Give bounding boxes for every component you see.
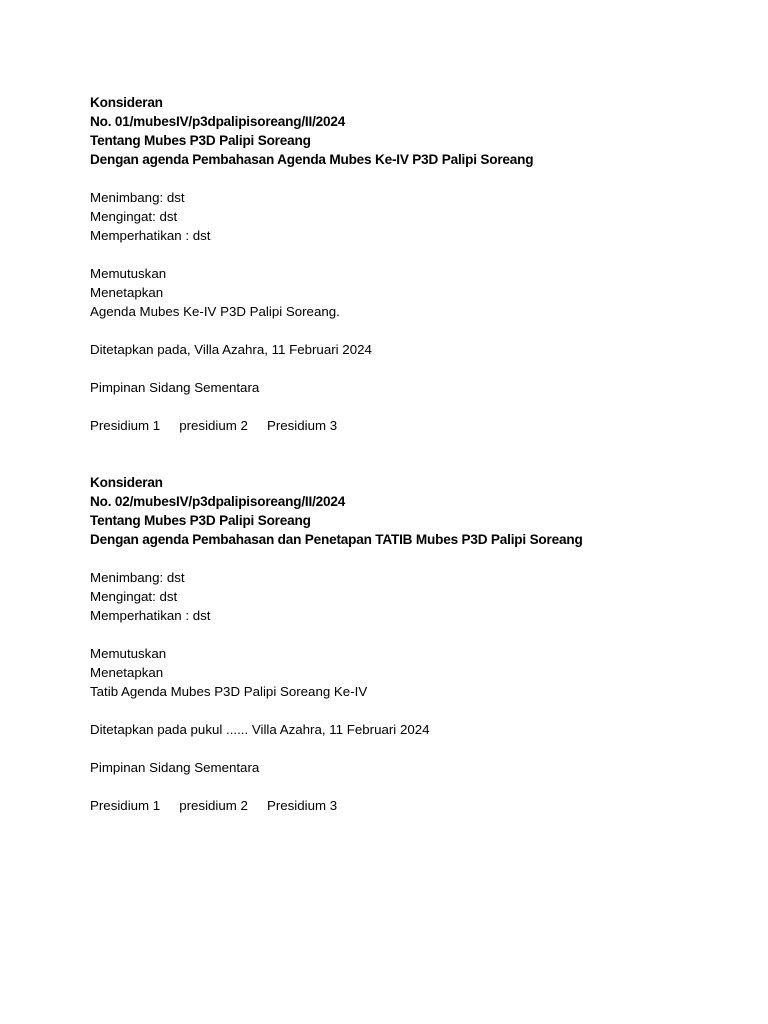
- menimbang-line: Menimbang: dst: [90, 190, 185, 205]
- spacer: [90, 321, 768, 340]
- menetapkan-line: Menetapkan: [90, 285, 164, 300]
- consideration-section-2: [90, 473, 768, 815]
- decision-text: Agenda Mubes Ke-IV P3D Palipi Soreang.: [90, 304, 340, 319]
- consideration-section-1: [90, 93, 768, 435]
- pimpinan-line: Pimpinan Sidang Sementara: [90, 760, 260, 775]
- presidium-signatures: [90, 416, 768, 435]
- spacer: [90, 359, 768, 378]
- decree-subject: Tentang Mubes P3D Palipi Soreang: [90, 513, 311, 528]
- presidium-1: Presidium 1: [90, 798, 161, 813]
- decree-number: No. 01/mubesIV/p3dpalipisoreang/II/2024: [90, 114, 346, 129]
- decision-text: Tatib Agenda Mubes P3D Palipi Soreang Ke-IV: [90, 684, 368, 699]
- presidium-2: presidium 2: [179, 798, 248, 813]
- memperhatikan-line: Memperhatikan : dst: [90, 228, 211, 243]
- section-heading: Konsideran: [90, 475, 163, 490]
- memutuskan-line: Memutuskan: [90, 646, 167, 661]
- pimpinan-line: Pimpinan Sidang Sementara: [90, 380, 260, 395]
- memutuskan-line: Memutuskan: [90, 266, 167, 281]
- spacer: [90, 701, 768, 720]
- menetapkan-line: Menetapkan: [90, 665, 164, 680]
- spacer: [90, 245, 768, 264]
- decree-number: No. 02/mubesIV/p3dpalipisoreang/II/2024: [90, 494, 346, 509]
- memperhatikan-line: Memperhatikan : dst: [90, 608, 211, 623]
- spacer: [90, 549, 768, 568]
- presidium-3: Presidium 3: [266, 418, 338, 433]
- presidium-signatures: [90, 796, 768, 815]
- ditetapkan-line: Ditetapkan pada, Villa Azahra, 11 Februari 2024: [90, 342, 372, 357]
- presidium-3: Presidium 3: [266, 798, 338, 813]
- spacer: [90, 739, 768, 758]
- presidium-1: Presidium 1: [90, 418, 161, 433]
- decree-agenda: Dengan agenda Pembahasan dan Penetapan TATIB Mubes P3D Palipi Soreang: [90, 532, 583, 547]
- spacer: [90, 777, 768, 796]
- mengingat-line: Mengingat: dst: [90, 589, 178, 604]
- menimbang-line: Menimbang: dst: [90, 570, 185, 585]
- mengingat-line: Mengingat: dst: [90, 209, 178, 224]
- section-heading: Konsideran: [90, 95, 163, 110]
- ditetapkan-line: Ditetapkan pada pukul ...... Villa Azahra, 11 Februari 2024: [90, 722, 430, 737]
- spacer: [90, 625, 768, 644]
- spacer: [90, 397, 768, 416]
- decree-agenda: Dengan agenda Pembahasan Agenda Mubes Ke-IV P3D Palipi Soreang: [90, 152, 534, 167]
- presidium-2: presidium 2: [179, 418, 248, 433]
- spacer: [90, 169, 768, 188]
- decree-subject: Tentang Mubes P3D Palipi Soreang: [90, 133, 311, 148]
